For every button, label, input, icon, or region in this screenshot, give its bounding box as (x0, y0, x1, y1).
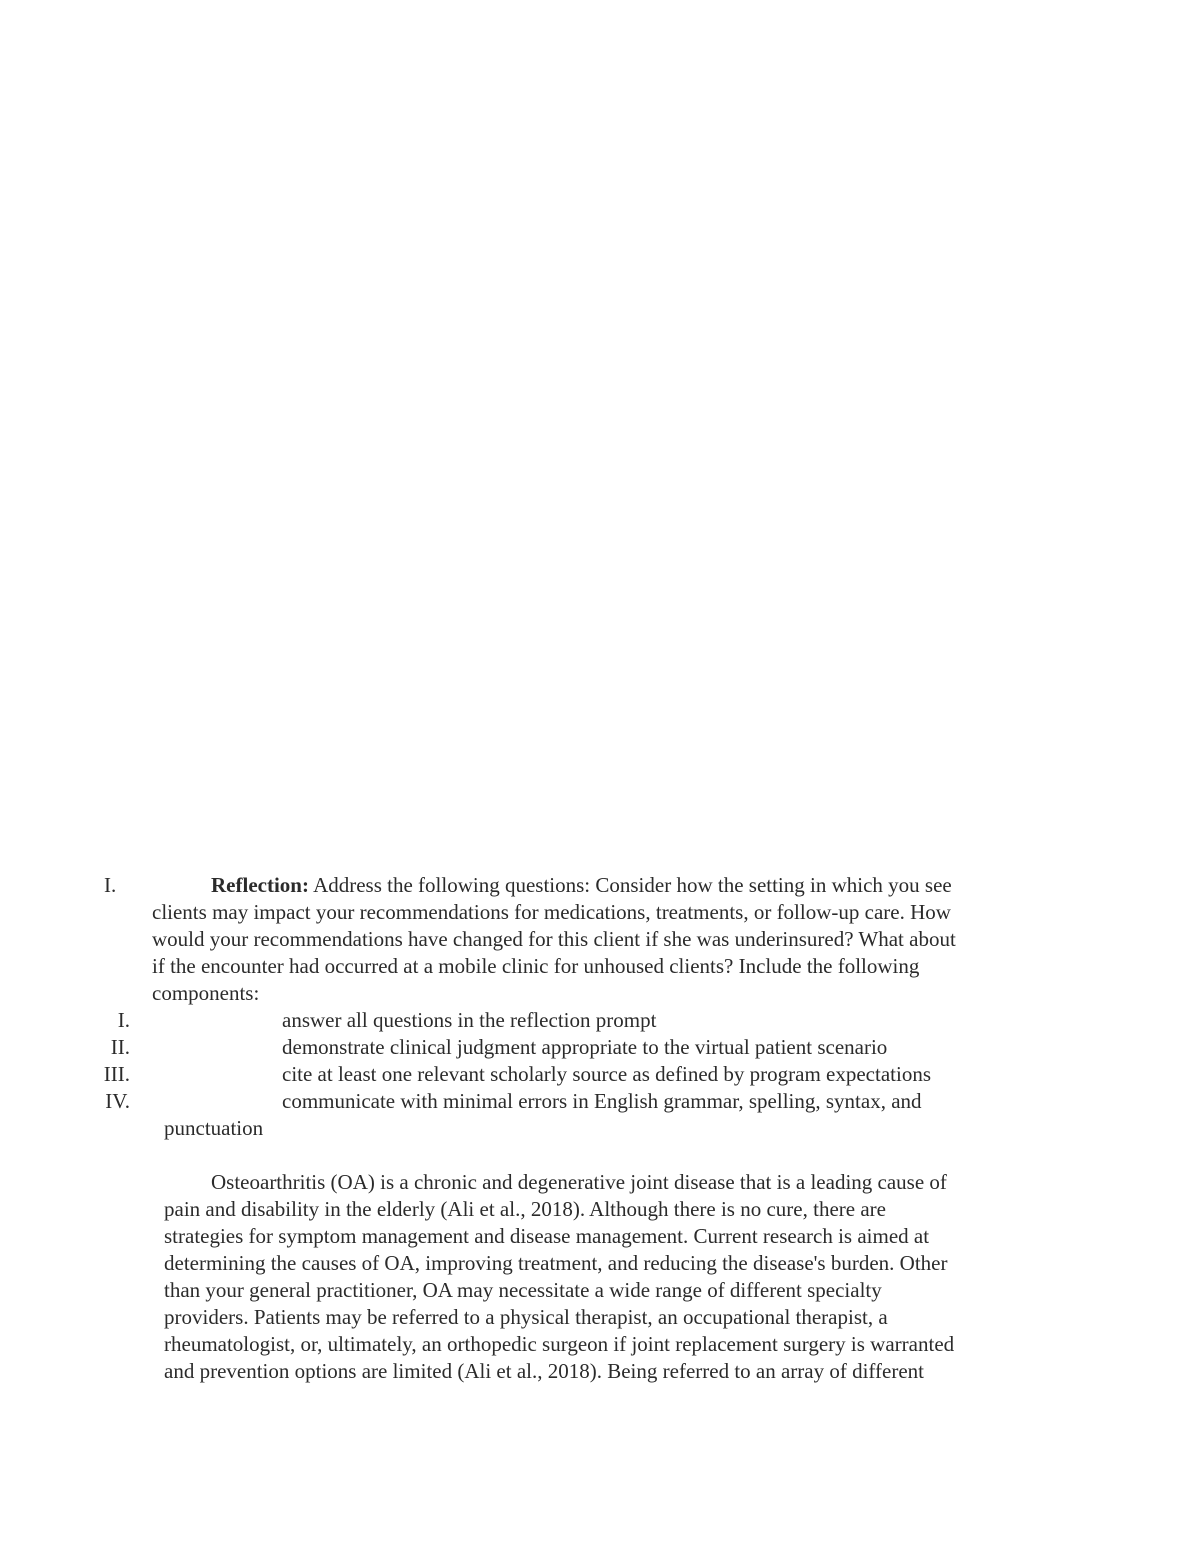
reflection-line: components: (152, 981, 260, 1005)
paragraph-line: strategies for symptom management and disease management. Current research is aimed at (164, 1224, 930, 1248)
reflection-prompt-text: Address the following questions: Consider how the setting in which you see (313, 873, 952, 897)
reflection-line: clients may impact your recommendations for medications, treatments, or follow-up care. How (152, 900, 951, 924)
reflection-numeral: I. (104, 873, 117, 897)
paragraph-line: pain and disability in the elderly (Ali et al., 2018). Although there is no cure, there are (164, 1197, 886, 1221)
paragraph-line: determining the causes of OA, improving treatment, and reducing the disease's burden. Other (164, 1251, 948, 1275)
component-text: demonstrate clinical judgment appropriate to the virtual patient scenario (282, 1035, 888, 1059)
reflection-line: would your recommendations have changed for this client if she was underinsured? What about (152, 927, 956, 951)
component-text: answer all questions in the reflection prompt (282, 1008, 657, 1032)
paragraph-line: and prevention options are limited (Ali et al., 2018). Being referred to an array of different (164, 1359, 925, 1383)
paragraph-line: Osteoarthritis (OA) is a chronic and degenerative joint disease that is a leading cause of (211, 1170, 947, 1194)
component-numeral: IV. (105, 1089, 130, 1113)
component-text: communicate with minimal errors in English grammar, spelling, syntax, and (282, 1089, 922, 1113)
reflection-heading: Reflection: (211, 873, 309, 897)
component-numeral: II. (110, 1035, 130, 1059)
paragraph-line: than your general practitioner, OA may necessitate a wide range of different specialty (164, 1278, 882, 1302)
paragraph-line: rheumatologist, or, ultimately, an orthopedic surgeon if joint replacement surgery is warranted (164, 1332, 955, 1356)
component-numeral: I. (117, 1008, 130, 1032)
reflection-line: if the encounter had occurred at a mobile clinic for unhoused clients? Include the following (152, 954, 920, 978)
component-text: cite at least one relevant scholarly source as defined by program expectations (282, 1062, 931, 1086)
reflection-first-line (211, 872, 952, 899)
component-continuation: punctuation (164, 1116, 264, 1140)
component-numeral: III. (103, 1062, 130, 1086)
paragraph-line: providers. Patients may be referred to a physical therapist, an occupational therapist, a (164, 1305, 888, 1329)
